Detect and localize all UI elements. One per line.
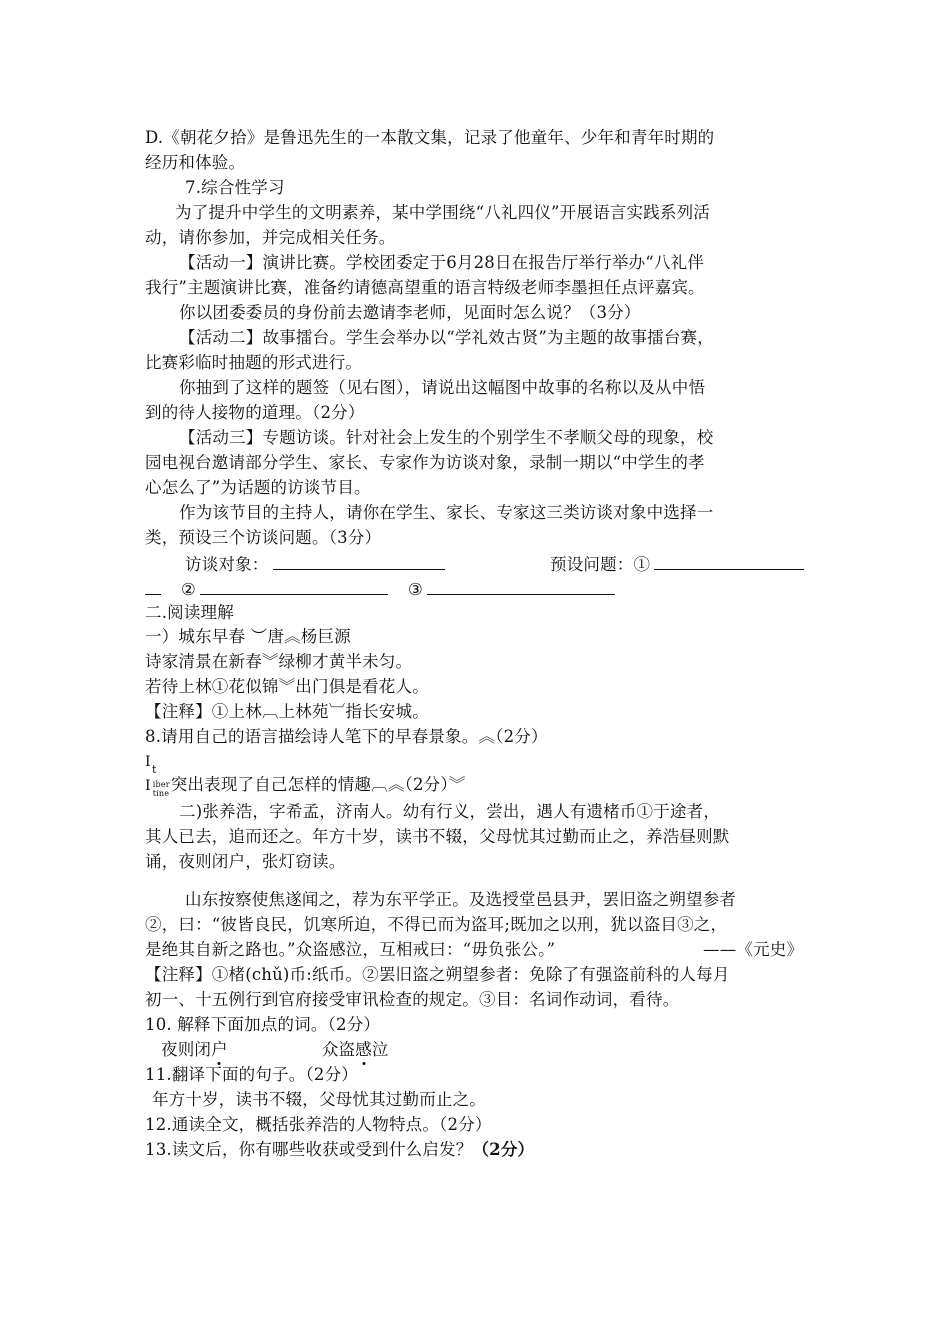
poem-line2: 若待上林①花似锦︾出门俱是看花人。 bbox=[145, 677, 429, 696]
question-9-text: 突出表现了自己怎样的情趣︹︽（2分）︾ bbox=[170, 775, 466, 794]
poem-title: 一）城东早春 ︶唐︽杨巨源 bbox=[145, 627, 351, 646]
passage-para1-line3: 诵，夜则闭户，张灯窃读。 bbox=[145, 852, 346, 871]
question-8: 8.请用自己的语言描绘诗人笔下的早春景象。︽（2分） bbox=[145, 727, 548, 746]
activity3-line1: 【活动三】专题访谈。针对社会上发生的个别学生不孝顺父母的现象，校 bbox=[179, 428, 714, 447]
garbled-sub: t bbox=[152, 763, 157, 776]
answer-row-1 bbox=[185, 551, 449, 577]
passage-para1-line1: 二)张养浩，字希孟，济南人。幼有行义，尝出，遇人有遗楮币①于途者， bbox=[179, 802, 721, 821]
activity3-line3: 心怎么了”为话题的访谈节目。 bbox=[145, 478, 371, 497]
question-13 bbox=[145, 1138, 534, 1162]
section-2-heading: 二.阅读理解 bbox=[145, 603, 234, 622]
garbled-prefix: I bbox=[145, 778, 151, 794]
question-3-blank[interactable] bbox=[427, 576, 615, 595]
question-13-score: （2分） bbox=[472, 1140, 535, 1159]
activity3-question-line2: 类，预设三个访谈问题。（3分） bbox=[145, 528, 382, 547]
question-1-blank-cont[interactable] bbox=[145, 576, 161, 595]
passage-note-line2: 初一、十五例行到官府接受审讯检查的规定。③目：名词作动词，看待。 bbox=[145, 990, 680, 1009]
option-d-line2: 经历和体验。 bbox=[145, 153, 246, 172]
word2-text-end: 泣 bbox=[371, 1040, 389, 1059]
question-9 bbox=[145, 773, 466, 798]
activity3-question-line1: 作为该节目的主持人，请你在学生、家长、专家这三类访谈对象中选择一 bbox=[179, 503, 714, 522]
garbled-super: iber bbox=[152, 780, 170, 789]
activity2-line1: 【活动二】故事擂台。学生会举办以“学礼效古贤”为主题的故事擂台赛， bbox=[179, 328, 714, 347]
activity3-line2: 园电视台邀请部分学生、家长、专家作为访谈对象，录制一期以“中学生的孝 bbox=[145, 453, 705, 472]
garbled-line bbox=[145, 750, 157, 776]
answer-row-2 bbox=[145, 576, 619, 602]
garbled-letter: I bbox=[145, 754, 151, 770]
activity1-line1: 【活动一】演讲比赛。学校团委定于6月28日在报告厅举行举办“八礼伴 bbox=[179, 253, 705, 272]
option-d-line1: D.《朝花夕拾》是鲁迅先生的一本散文集，记录了他童年、少年和青年时期的 bbox=[145, 128, 715, 147]
word1-dotted-char: 户 bbox=[211, 1040, 228, 1059]
question-7-heading: 7.综合性学习 bbox=[185, 178, 285, 197]
question-3-label: ③ bbox=[408, 580, 423, 599]
activity2-line2: 比赛彩临时抽题的形式进行。 bbox=[145, 353, 363, 372]
activity2-question-line1: 你抽到了这样的题签（见右图），请说出这幅图中故事的名称以及从中悟 bbox=[179, 378, 706, 397]
passage-para2-line3: 是绝其自新之路也。”众盗感泣，互相戒曰：“毋负张公。” bbox=[145, 940, 556, 959]
word1-text: 夜则闭 bbox=[161, 1040, 212, 1059]
question-1-blank[interactable] bbox=[654, 551, 804, 570]
passage-note-line1: 【注释】①楮(chǔ)币:纸币。②罢旧盗之朔望参者：免除了有强盗前科的人每月 bbox=[145, 965, 730, 984]
question-10-words bbox=[161, 1038, 389, 1062]
word2-text: 众盗 bbox=[321, 1040, 356, 1059]
question-11: 11.翻译下面的句子。（2分） bbox=[145, 1065, 358, 1084]
preset-question-label: 预设问题：① bbox=[550, 555, 651, 574]
poem-line1: 诗家清景在新春︾绿柳才黄半未匀。 bbox=[145, 652, 413, 671]
passage-para2-line1: 山东按察使焦遂闻之，荐为东平学正。及选授堂邑县尹，罢旧盗之朔望参者 bbox=[185, 890, 737, 909]
answer-row-1-questions bbox=[550, 551, 808, 577]
poem-note: 【注释】①上林︹上林苑︺指长安城。 bbox=[145, 702, 429, 721]
question-12: 12.通读全文，概括张养浩的人物特点。（2分） bbox=[145, 1115, 492, 1134]
question-11-sentence: 年方十岁，读书不辍，父母忧其过勤而止之。 bbox=[152, 1090, 486, 1109]
passage-para2-line2: ②，曰：“彼皆良民，饥寒所迫，不得已而为盗耳;既加之以刑，犹以盗目③之， bbox=[145, 915, 728, 934]
passage-para1-line2: 其人已去，追而还之。年方十岁，读书不辍，父母忧其过勤而止之，养浩昼则默 bbox=[145, 827, 730, 846]
question-10: 10. 解释下面加点的词。（2分） bbox=[145, 1015, 381, 1034]
source-citation: ——《元史》 bbox=[703, 940, 804, 959]
interview-target-blank[interactable] bbox=[273, 551, 445, 570]
activity1-question: 你以团委委员的身份前去邀请李老师，见面时怎么说？（3分） bbox=[179, 303, 641, 322]
garbled-sub2: tine bbox=[152, 789, 170, 798]
question-13-text: 13.读文后，你有哪些收获或受到什么启发？ bbox=[145, 1140, 473, 1159]
interview-target-label: 访谈对象： bbox=[185, 555, 269, 574]
activity2-question-line2: 到的待人接物的道理。（2分） bbox=[145, 403, 365, 422]
intro-line2: 动，请你参加，并完成相关任务。 bbox=[145, 228, 396, 247]
word2-dotted-char: 感 bbox=[355, 1040, 372, 1059]
question-2-label: ② bbox=[181, 580, 196, 599]
activity1-line2: 我行”主题演讲比赛，准备约请德高望重的语言特级老师李墨担任点评嘉宾。 bbox=[145, 278, 705, 297]
question-2-blank[interactable] bbox=[200, 576, 388, 595]
intro-line1: 为了提升中学生的文明素养，某中学围绕“八礼四仪”开展语言实践系列活 bbox=[175, 203, 710, 222]
